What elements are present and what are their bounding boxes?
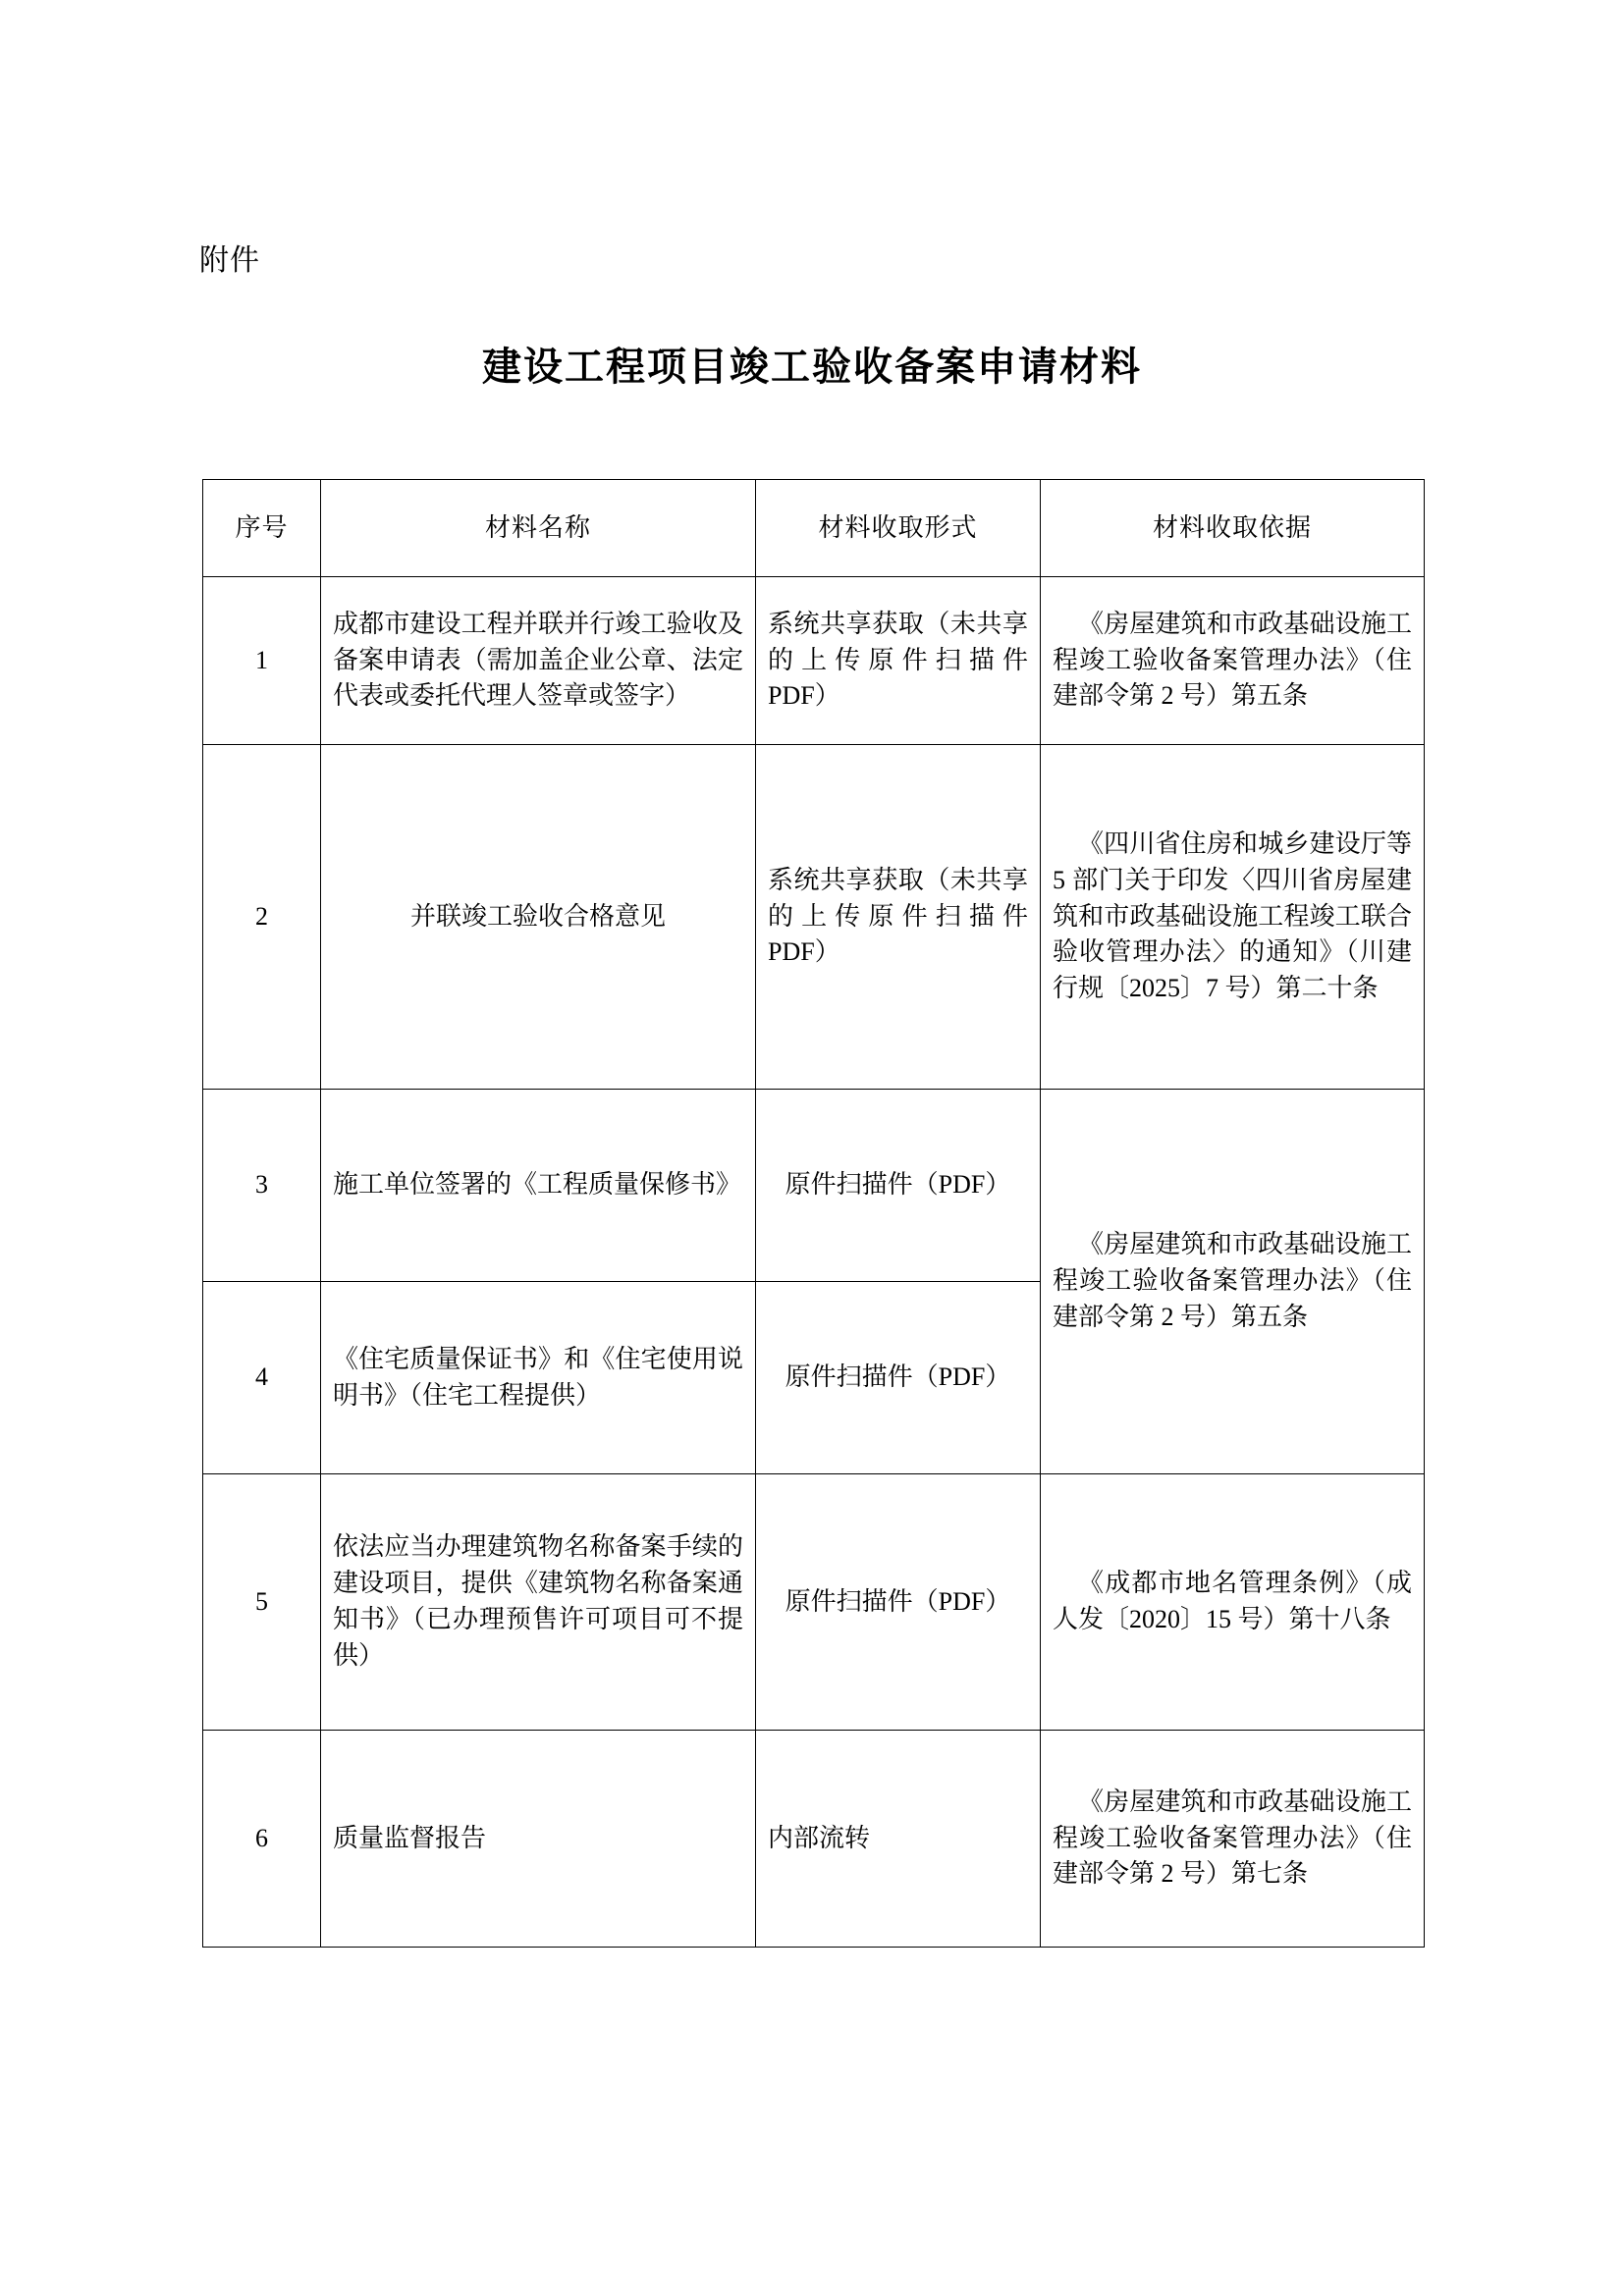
table-row (203, 1731, 1425, 1948)
row-material-form: 系统共享获取（未共享的上传原件扫描件 PDF） (756, 745, 1041, 1090)
row-material-form: 原件扫描件（PDF） (756, 1090, 1041, 1282)
materials-table (202, 479, 1425, 1948)
row-material-form: 原件扫描件（PDF） (756, 1282, 1041, 1474)
row-material-name: 依法应当办理建筑物名称备案手续的建设项目，提供《建筑物名称备案通知书》（已办理预售许可项目可不提供） (321, 1474, 756, 1731)
row-material-basis: 《房屋建筑和市政基础设施工程竣工验收备案管理办法》（住建部令第 2 号）第五条 (1041, 577, 1425, 745)
row-material-form: 系统共享获取（未共享的上传原件扫描件 PDF） (756, 577, 1041, 745)
column-header-basis: 材料收取依据 (1041, 480, 1425, 577)
row-index: 4 (203, 1282, 321, 1474)
row-material-name: 质量监督报告 (321, 1731, 756, 1948)
column-header-index: 序号 (203, 480, 321, 577)
table-row (203, 745, 1425, 1090)
row-index: 6 (203, 1731, 321, 1948)
row-material-name: 施工单位签署的《工程质量保修书》 (321, 1090, 756, 1282)
table-body (203, 577, 1425, 1948)
column-header-form: 材料收取形式 (756, 480, 1041, 577)
row-material-form: 原件扫描件（PDF） (756, 1474, 1041, 1731)
table-row (203, 577, 1425, 745)
materials-table-container (202, 479, 1424, 1948)
row-material-name: 《住宅质量保证书》和《住宅使用说明书》（住宅工程提供） (321, 1282, 756, 1474)
table-header (203, 480, 1425, 577)
row-index: 2 (203, 745, 321, 1090)
row-material-basis: 《房屋建筑和市政基础设施工程竣工验收备案管理办法》（住建部令第 2 号）第七条 (1041, 1731, 1425, 1948)
row-material-basis: 《四川省住房和城乡建设厅等 5 部门关于印发〈四川省房屋建筑和市政基础设施工程竣工联合验收管理办法〉的通知》（川建行规〔2025〕7 号）第二十条 (1041, 745, 1425, 1090)
column-header-name: 材料名称 (321, 480, 756, 577)
row-material-basis-merged: 《房屋建筑和市政基础设施工程竣工验收备案管理办法》（住建部令第 2 号）第五条 (1041, 1090, 1425, 1474)
page-title: 建设工程项目竣工验收备案申请材料 (482, 346, 1142, 389)
table-row (203, 1474, 1425, 1731)
row-material-name: 并联竣工验收合格意见 (321, 745, 756, 1090)
row-material-name: 成都市建设工程并联并行竣工验收及备案申请表（需加盖企业公章、法定代表或委托代理人签章或签字） (321, 577, 756, 745)
table-header-row (203, 480, 1425, 577)
row-index: 3 (203, 1090, 321, 1282)
row-index: 1 (203, 577, 321, 745)
table-row (203, 1090, 1425, 1282)
attachment-label: 附件 (199, 244, 260, 277)
row-material-basis: 《成都市地名管理条例》（成人发〔2020〕15 号）第十八条 (1041, 1474, 1425, 1731)
row-index: 5 (203, 1474, 321, 1731)
row-material-form: 内部流转 (756, 1731, 1041, 1948)
